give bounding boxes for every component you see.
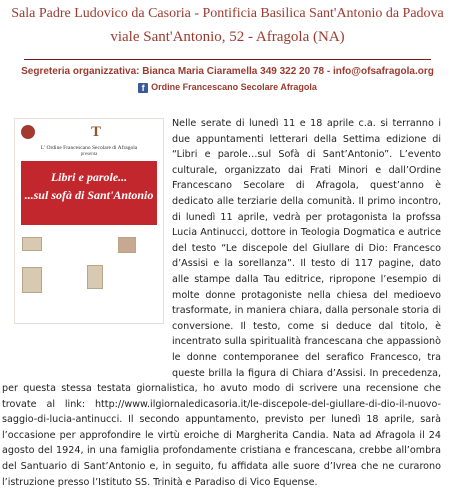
banner-venue: Sala Padre Ludovico da Casoria - Pontificia Basilica Sant'Antonio da Padova <box>11 6 444 21</box>
tau-cross-icon: T <box>90 124 101 140</box>
poster-float-space <box>2 116 172 366</box>
poster-title-line1: Libri e parole... <box>50 170 128 184</box>
poster-title-line2: ...sul sofà di Sant'Antonio <box>24 188 154 202</box>
banner-contact: Segreteria organizzativa: Bianca Maria Ciaramella 349 322 20 78 - info@ofsafragola.org <box>21 66 434 77</box>
banner-address: viale Sant'Antonio, 52 - Afragola (NA) <box>110 29 345 45</box>
facebook-icon: f <box>138 83 148 93</box>
article-body <box>2 116 441 490</box>
banner-facebook <box>0 82 455 93</box>
banner-facebook-label: Ordine Francescano Secolare Afragola <box>151 82 317 92</box>
banner-divider <box>24 59 431 60</box>
poster-organizer: L' Ordine Francescano Secolare di Afragola <box>40 145 138 151</box>
poster-presents: presenta <box>80 152 98 157</box>
article-text: Nelle serate di lunedì 11 e 18 aprile c.a. si terranno i due appuntamenti letterari della Settima edizione di “Libri e parole…sul Sofà di Sant’Antonio”. L’evento culturale, organizzato dai Frati Minori e dall’Ordine Francescano Secolare di Afragola, quest’anno è dedicato alle terziarie della comunità. Il primo incontro, di lunedì 11 aprile, vedrà per protagonista la profssa Lucia Antinucci, dottore in Teologia Dogmatica e autrice del testo “Le discepole del Giullare di Dio: Francesco d’Assisi e la sorellanza”. Il testo di 117 pagine, dato alle stampe dalla Tau editrice, ripropone l’esempio di molte donne protagoniste nella chiesa del medioevo trasformate, in maniera chiara, dalla personale storia di conversione. Il testo, come si deduce dal titolo, è incentrato sulla spiritualità francescana che appassionò le donne contemporanee del serafico Francesco, tra queste brilla la figura di Chiara d’Assisi. In precedenza, per questa stessa testata giornalistica, ho avuto modo di scrivere una recensione che trovate al link: http://www.ilgiornaledicasoria.it/le-discepole-del-giullare-di-dio-il-nuovo-saggio-di-lucia-antinucci. Il secondo appuntamento, previsto per lunedì 18 aprile, sarà l’occasione per approfondire le virtù eroiche di Margherita Candia. Nata ad Afragola il 24 agosto del 1924, in una famiglia profondamente cristiana e francescana, crebbe all’ombra del Santuario di Sant’Antonio e, in seguito, fu affidata alle suore d’Ivrea che ne curarono l’istruzione presso l’Istituto SS. Trinità e Paradiso di Vico Equense. <box>2 118 441 488</box>
header-banner <box>0 0 455 100</box>
